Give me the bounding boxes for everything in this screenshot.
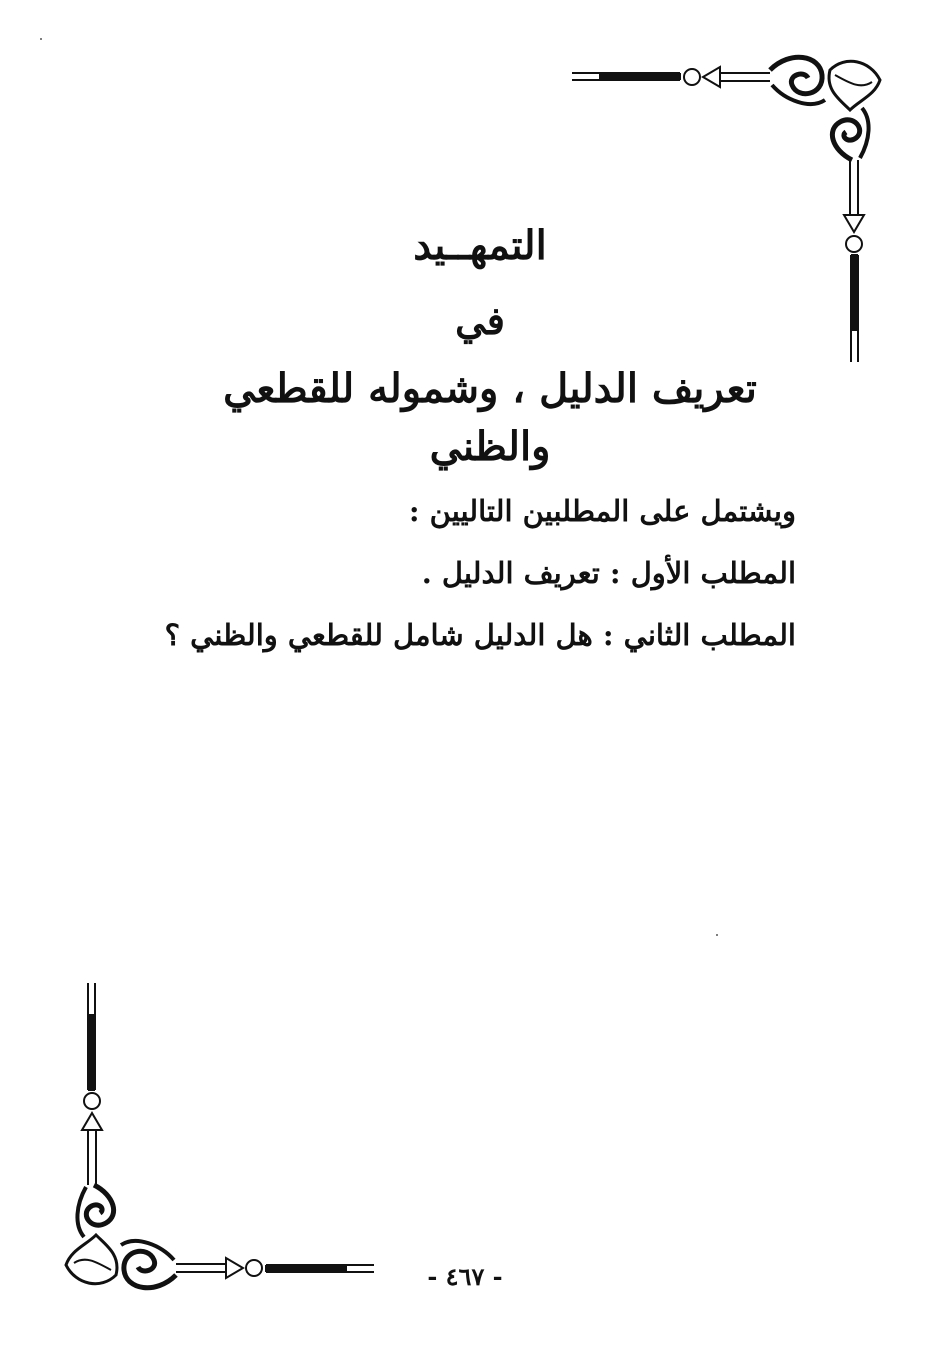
body-text — [164, 480, 796, 666]
page-number: - ٤٦٧ - — [427, 1262, 503, 1291]
chapter-connector: في — [455, 298, 505, 343]
chapter-title: التمهــيد — [413, 222, 547, 269]
section-two-line: المطلب الثاني : هل الدليل شامل للقطعي والظني ؟ — [164, 618, 796, 652]
section-one-line: المطلب الأول : تعريف الدليل . — [421, 556, 796, 590]
scan-speck — [716, 934, 718, 936]
intro-line: ويشتمل على المطلبين التاليين : — [408, 494, 796, 528]
corner-ornament-bottom-left-icon — [56, 975, 386, 1305]
chapter-subtitle: تعريف الدليل ، وشموله للقطعي والظني — [223, 365, 757, 470]
scan-speck — [40, 38, 42, 40]
